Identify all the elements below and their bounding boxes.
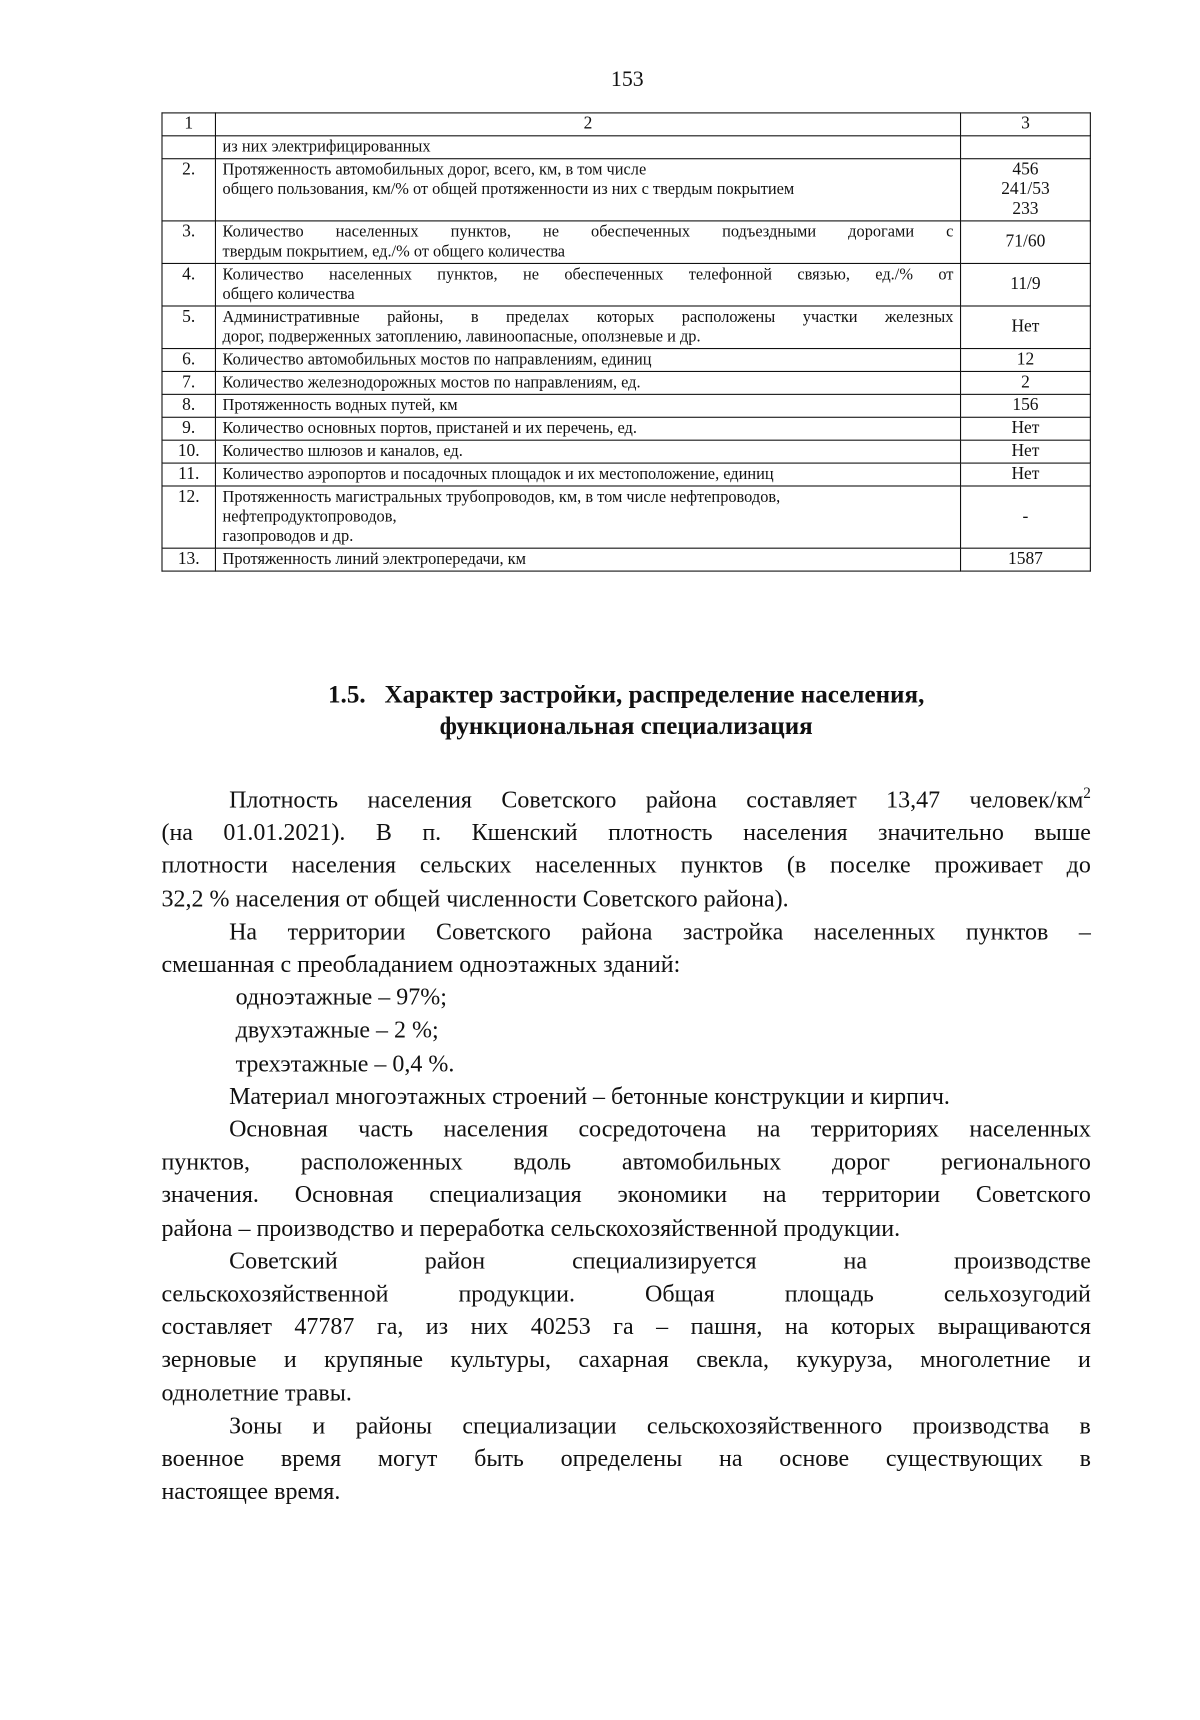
header-cell: 2	[215, 113, 960, 136]
text-line	[161, 915, 1090, 948]
row-description-line: газопроводов и др.	[222, 527, 354, 546]
row-description-line: нефтепродуктопроводов,	[222, 508, 397, 526]
line-text: составляет 47787 га, из них 40253 га – пашня, на которых выращиваются	[161, 1312, 1091, 1340]
row-number: 11.	[162, 463, 215, 486]
text-line	[161, 783, 1090, 816]
row-value	[961, 486, 1091, 548]
row-description-line: Количество населенных пунктов, не обеспеченных подъездными дорогами с	[222, 223, 954, 242]
table-row	[162, 486, 1090, 548]
text-line	[161, 1113, 1090, 1146]
section-heading	[161, 679, 1090, 742]
line-text: зерновые и крупяные культуры, сахарная свекла, кукуруза, многолетние и	[161, 1345, 1091, 1373]
text-line	[161, 981, 1090, 1014]
row-number: 12.	[162, 486, 215, 548]
row-description-line: Количество аэропортов и посадочных площадок и их местоположение, единиц	[222, 465, 774, 484]
row-number: 13.	[162, 548, 215, 571]
row-description-line: Количество основных портов, пристаней и их перечень, ед.	[222, 419, 637, 438]
row-number: 3.	[162, 221, 215, 264]
row-value	[961, 159, 1091, 221]
row-number: 7.	[162, 371, 215, 394]
row-description-line: Протяженность водных путей, км	[222, 397, 458, 415]
row-value	[961, 349, 1091, 372]
line-text: однолетние травы.	[161, 1378, 352, 1406]
row-value-line: Нет	[1011, 464, 1040, 484]
row-value	[961, 440, 1091, 463]
superscript: 2	[1083, 786, 1091, 803]
paragraph	[161, 1409, 1090, 1508]
row-value-line	[968, 137, 1084, 157]
row-description-line: Количество шлюзов и каналов, ед.	[222, 442, 463, 461]
text-line	[161, 882, 1090, 915]
row-description	[215, 417, 960, 440]
line-text: района – производство и переработка сельскохозяйственной продукции.	[161, 1213, 901, 1242]
row-description-line: из них электрифицированных	[222, 138, 431, 156]
table-row	[162, 263, 1090, 306]
line-text: На территории Советского района застройка населенных пунктов –	[229, 917, 1091, 945]
row-number: 2.	[162, 159, 215, 221]
paragraph	[161, 1113, 1090, 1245]
row-description	[215, 136, 960, 159]
row-description	[215, 548, 960, 571]
row-value	[961, 417, 1091, 440]
paragraph	[161, 783, 1090, 915]
row-value	[961, 394, 1091, 417]
table-header-row	[162, 113, 1090, 136]
row-value	[961, 306, 1091, 349]
table-row	[162, 159, 1090, 221]
text-line	[161, 1376, 1090, 1409]
row-description-line: Протяженность автомобильных дорог, всего, км, в том числе	[222, 161, 647, 179]
line-text: трехэтажные – 0,4 %.	[235, 1049, 455, 1077]
row-description-line: Количество железнодорожных мостов по направлениям, ед.	[222, 374, 641, 392]
row-value	[961, 548, 1091, 571]
row-description-line: Количество автомобильных мостов по направлениям, единиц	[222, 351, 652, 369]
table-row	[162, 463, 1090, 486]
row-value	[961, 136, 1091, 159]
paragraph	[161, 1080, 1090, 1113]
table-row	[162, 371, 1090, 394]
row-value-line: Нет	[1011, 317, 1040, 336]
row-value-line: 456	[1012, 160, 1039, 179]
table-row	[162, 221, 1090, 264]
text-line	[161, 1014, 1090, 1047]
text-line	[161, 1475, 1090, 1508]
text-line	[161, 1245, 1090, 1278]
row-value-line: 71/60	[1005, 232, 1046, 251]
building-list	[161, 981, 1090, 1080]
text-line	[161, 1442, 1090, 1475]
text-line	[161, 849, 1090, 882]
row-value	[961, 263, 1091, 306]
row-number	[162, 136, 215, 159]
row-description	[215, 349, 960, 372]
row-value-line: -	[1022, 507, 1029, 526]
text-line	[161, 948, 1090, 981]
line-text: военное время могут быть определены на основе существующих в	[161, 1444, 1091, 1472]
line-text: двухэтажные – 2 %;	[235, 1016, 439, 1044]
table-row	[162, 349, 1090, 372]
row-number: 8.	[162, 394, 215, 417]
row-value	[961, 221, 1091, 264]
line-text: настоящее время.	[161, 1477, 341, 1505]
row-description-line: Протяженность линий электропередачи, км	[222, 550, 526, 569]
text-line	[161, 1146, 1090, 1179]
table-row	[162, 306, 1090, 349]
table-row	[162, 440, 1090, 463]
infrastructure-table	[161, 112, 1090, 571]
text-line	[161, 816, 1090, 849]
row-number: 10.	[162, 440, 215, 463]
row-description-line: общего пользования, км/% от общей протяженности из них с твердым покрытием	[222, 181, 795, 199]
table-row	[162, 417, 1090, 440]
text-line	[161, 1409, 1090, 1442]
table-row	[162, 136, 1090, 159]
header-cell: 3	[961, 113, 1091, 136]
row-value	[961, 371, 1091, 394]
row-value-line: 241/53	[1001, 179, 1050, 199]
line-text: Зоны и районы специализации сельскохозяйственного производства в	[229, 1411, 1091, 1439]
line-text: (на 01.01.2021). В п. Кшенский плотность населения значительно выше	[161, 818, 1091, 846]
row-description	[215, 394, 960, 417]
text-line	[161, 1277, 1090, 1310]
paragraph	[161, 1245, 1090, 1410]
text-line	[161, 1179, 1090, 1212]
row-value-line: 12	[1016, 350, 1035, 369]
text-line	[161, 1310, 1090, 1343]
text-line	[161, 1343, 1090, 1376]
row-value-line: 2	[1021, 373, 1030, 392]
row-description	[215, 463, 960, 486]
line-text: Плотность населения Советского района составляет 13,47 человек/км	[229, 785, 1084, 813]
line-text: смешанная с преобладанием одноэтажных зданий:	[161, 950, 681, 978]
row-description-line: Количество населенных пунктов, не обеспеченных телефонной связью, ед./% от	[222, 266, 954, 284]
row-number: 5.	[162, 306, 215, 349]
row-description	[215, 306, 960, 349]
row-value-line: Нет	[1011, 418, 1040, 438]
row-number: 4.	[162, 263, 215, 306]
paragraph	[161, 915, 1090, 981]
row-description	[215, 263, 960, 306]
row-description-line	[223, 200, 954, 220]
row-value-line: 156	[1012, 395, 1039, 415]
row-number: 6.	[162, 349, 215, 372]
row-description	[215, 221, 960, 264]
text-line	[161, 1047, 1090, 1080]
text-line	[161, 1212, 1090, 1245]
section-title-line: функциональная специализация	[439, 712, 813, 740]
row-description-line: твердым покрытием, ед./% от общего количества	[222, 243, 566, 261]
text-line	[161, 1080, 1090, 1113]
section-title-line: 1.5. Характер застройки, распределение населения,	[328, 680, 925, 708]
line-text: Советский район специализируется на производстве	[229, 1246, 1091, 1275]
section-body	[161, 783, 1090, 1508]
header-cell: 1	[162, 113, 215, 136]
line-text: 32,2 % населения от общей численности Советского района).	[161, 884, 789, 912]
row-number: 9.	[162, 417, 215, 440]
row-value-line: Нет	[1011, 441, 1040, 461]
row-description	[215, 159, 960, 221]
row-value-line: 11/9	[1010, 274, 1041, 294]
table-row	[162, 548, 1090, 571]
row-value-line: 1587	[1007, 549, 1043, 569]
row-description-line: Административные районы, в пределах которых расположены участки железных	[222, 308, 954, 327]
line-text: пунктов, расположенных вдоль автомобильных дорог регионального	[161, 1147, 1091, 1176]
row-description	[215, 486, 960, 548]
row-value	[961, 463, 1091, 486]
line-text: сельскохозяйственной продукции. Общая площадь сельхозугодий	[161, 1279, 1091, 1307]
line-text: одноэтажные – 97%;	[235, 983, 447, 1011]
row-description	[215, 371, 960, 394]
line-text: значения. Основная специализация экономики на территории Советского	[161, 1180, 1091, 1209]
table-row	[162, 394, 1090, 417]
row-description-line: общего количества	[222, 285, 355, 304]
line-text: плотности населения сельских населенных пунктов (в поселке проживает до	[161, 851, 1091, 879]
line-text: Основная часть населения сосредоточена на территориях населенных	[229, 1114, 1091, 1143]
row-description-line: дорог, подверженных затоплению, лавиноопасные, оползневые и др.	[222, 328, 701, 346]
row-description	[215, 440, 960, 463]
line-text: Материал многоэтажных строений – бетонные конструкции и кирпич.	[229, 1081, 950, 1110]
page-number: 153	[610, 67, 644, 92]
row-description-line: Протяженность магистральных трубопроводов, км, в том числе нефтепроводов,	[222, 488, 781, 507]
row-value-line: 233	[1012, 199, 1039, 219]
